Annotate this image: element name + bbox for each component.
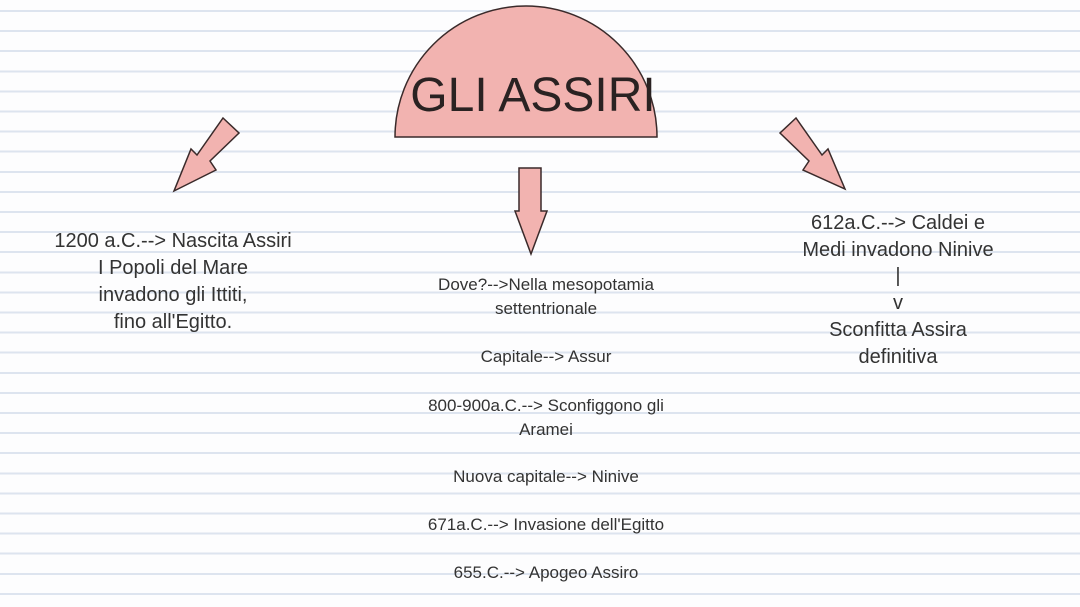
center-line: 655.C.--> Apogeo Assiro bbox=[453, 563, 639, 582]
right-line: | bbox=[895, 265, 901, 288]
center-item bbox=[390, 394, 702, 442]
center-line: Dove?-->Nella mesopotamia bbox=[438, 275, 654, 294]
right-line: v bbox=[893, 292, 903, 315]
arrow-left-icon bbox=[174, 118, 239, 191]
center-line: Nuova capitale--> Ninive bbox=[453, 467, 639, 486]
page-title: GLI ASSIRI bbox=[410, 69, 656, 122]
center-line: 800-900a.C.--> Sconfiggono gli bbox=[428, 396, 664, 415]
center-line: Capitale--> Assur bbox=[480, 347, 612, 366]
right-line: Medi invadono Ninive bbox=[802, 238, 994, 261]
center-line: Aramei bbox=[519, 420, 573, 439]
center-item bbox=[390, 513, 702, 537]
center-item bbox=[390, 345, 702, 369]
left-box bbox=[23, 228, 323, 336]
center-item bbox=[390, 273, 702, 321]
left-line: fino all'Egitto. bbox=[113, 311, 233, 333]
center-item bbox=[390, 561, 702, 585]
center-item bbox=[390, 465, 702, 489]
right-line: 612a.C.--> Caldei e bbox=[811, 212, 985, 234]
right-box bbox=[748, 210, 1048, 370]
left-line: 1200 a.C.--> Nascita Assiri bbox=[54, 230, 292, 252]
left-line: I Popoli del Mare bbox=[97, 257, 249, 279]
right-line: definitiva bbox=[858, 345, 938, 368]
left-line: invadono gli Ittiti, bbox=[98, 284, 248, 306]
right-line: Sconfitta Assira bbox=[829, 318, 967, 341]
center-line: settentrionale bbox=[494, 299, 598, 318]
center-line: 671a.C.--> Invasione dell'Egitto bbox=[427, 515, 665, 534]
center-box bbox=[390, 0, 702, 607]
arrow-right-icon bbox=[780, 118, 845, 189]
